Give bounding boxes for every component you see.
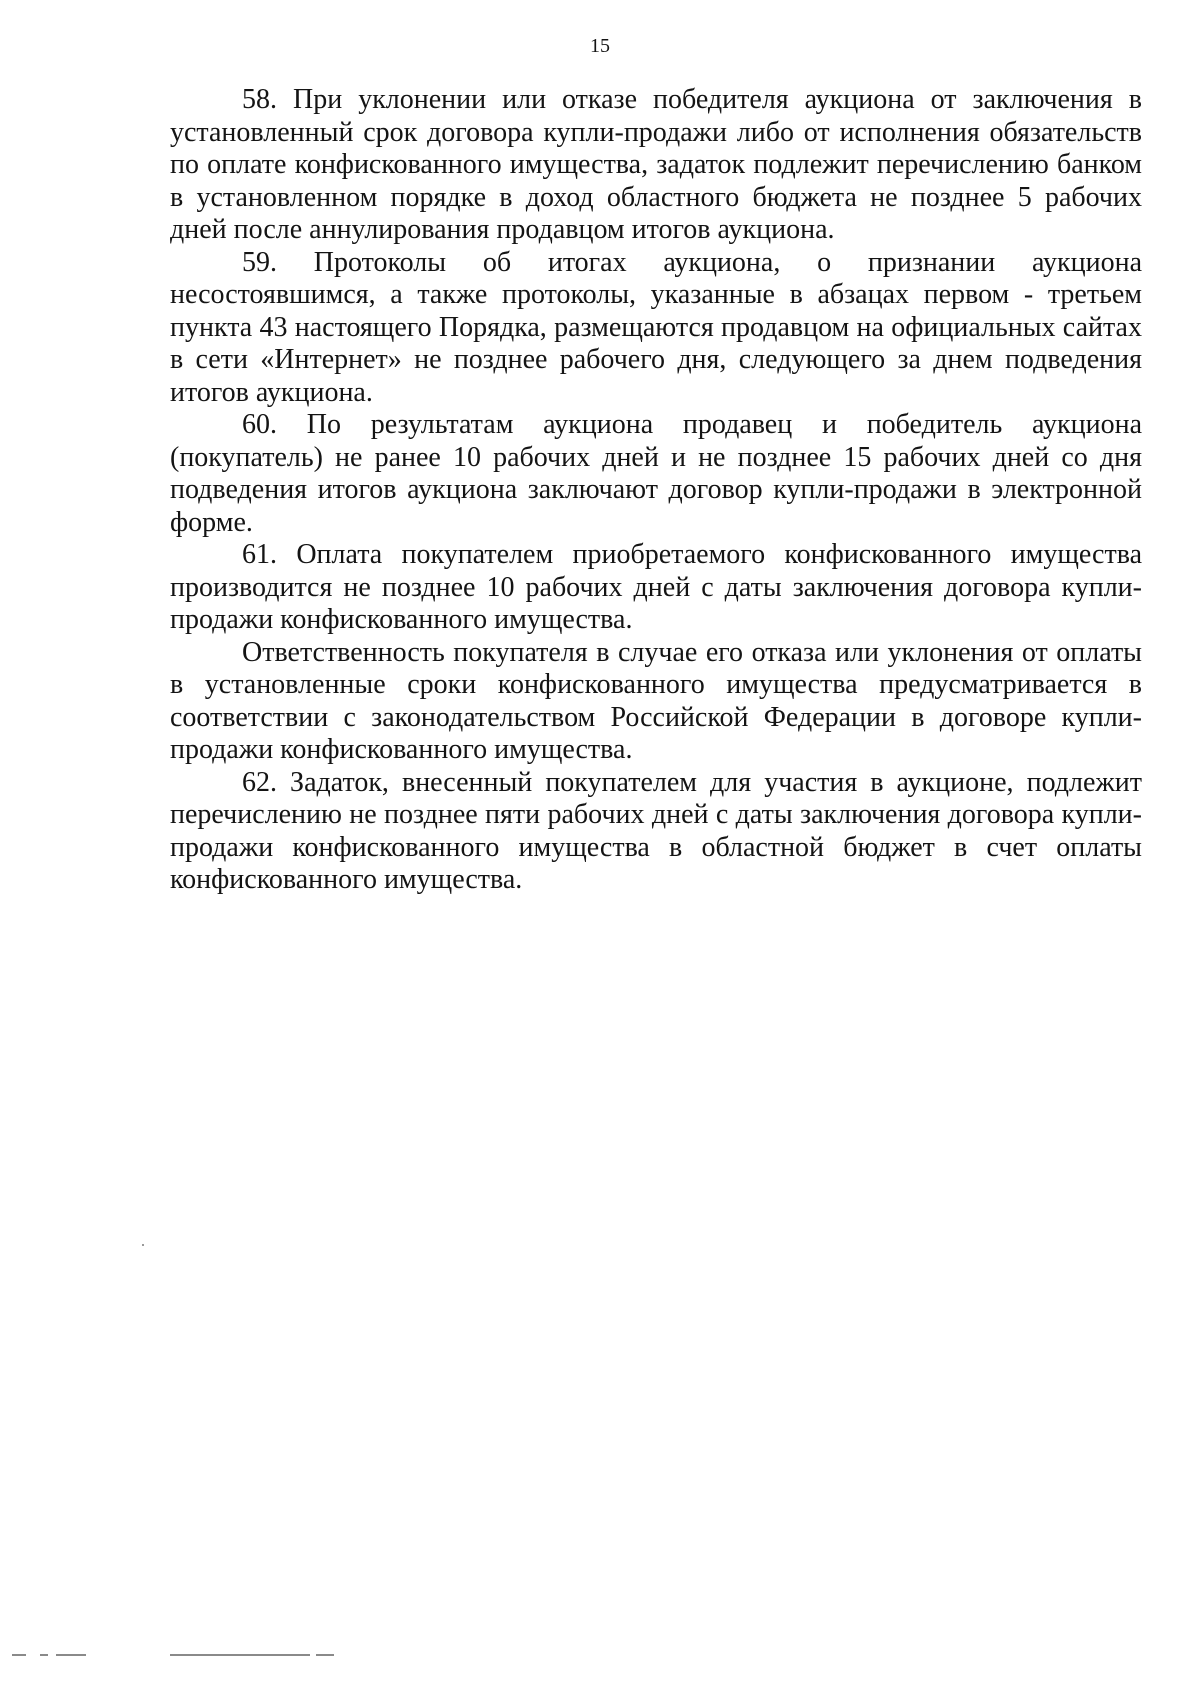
paragraph-58: 58. При уклонении или отказе победителя аукциона от заключения в установленный срок договора купли-продажи либо от исполнения обязательств по оплате конфискованного имущества, задаток подлежит перечислению банком в установленном порядке в доход областного бюджета не позднее 5 рабочих дней после аннулирования продавцом итогов аукциона.: [170, 84, 1142, 245]
scan-artifact-mark: [170, 1654, 310, 1656]
scan-artifact-dot: [142, 1244, 144, 1246]
paragraph-61-liability: Ответственность покупателя в случае его отказа или уклонения от оплаты в установленные сроки конфискованного имущества предусматривается в соответствии с законодательством Российской Федерации в договоре купли-продажи конфискованного имущества.: [170, 636, 1142, 765]
scan-artifact-mark: [12, 1654, 26, 1656]
paragraph-59: 59. Протоколы об итогах аукциона, о признании аукциона несостоявшимся, а также протоколы, указанные в абзацах первом - третьем пункта 43 настоящего Порядка, размещаются продавцом на официальных сайтах в сети «Интернет» не позднее рабочего дня, следующего за днем подведения итогов аукциона.: [170, 246, 1142, 408]
paragraph-60: 60. По результатам аукциона продавец и победитель аукциона (покупатель) не ранее 10 рабочих дней и не позднее 15 рабочих дней со дня подведения итогов аукциона заключают договор купли-продажи в электронной форме.: [170, 409, 1142, 538]
paragraph-62: 62. Задаток, внесенный покупателем для участия в аукционе, подлежит перечислению не позднее пяти рабочих дней с даты заключения договора купли-продажи конфискованного имущества в областной бюджет в счет оплаты конфискованного имущества.: [170, 766, 1142, 895]
paragraph-61: 61. Оплата покупателем приобретаемого конфискованного имущества производится не позднее 10 рабочих дней с даты заключения договора купли-продажи конфискованного имущества.: [170, 539, 1142, 635]
scan-artifact-mark: [40, 1654, 48, 1656]
scan-artifact-mark: [316, 1654, 334, 1656]
document-body: [170, 84, 1142, 897]
page-number: 15: [590, 35, 610, 57]
scan-artifact-mark: [56, 1654, 86, 1656]
